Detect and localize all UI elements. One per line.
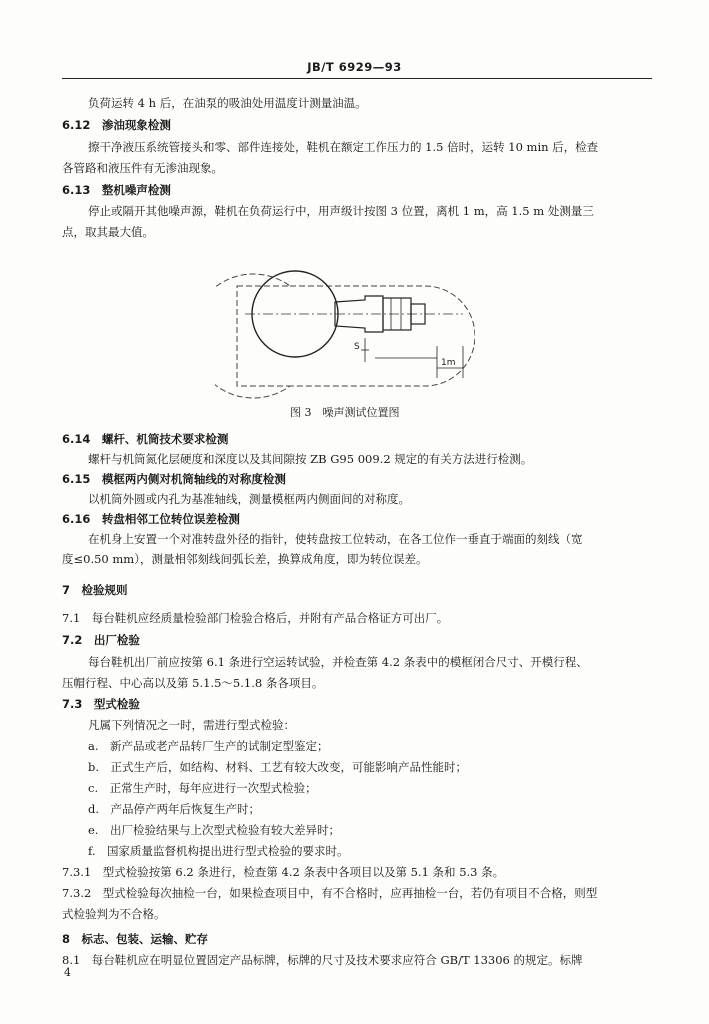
s-label: S [354, 342, 360, 352]
text-line: 凡属下列情况之一时，需进行型式检验： [88, 718, 295, 732]
text-line: 以机筒外圆或内孔为基准轴线，测量模框两内侧面间的对称度。 [88, 492, 410, 506]
text-line: 7.3.1 型式检验按第 6.2 条进行，检查第 4.2 条表中各项目以及第 5.1 条和 5.3 条。 [62, 865, 505, 879]
section-heading-7: 7 检验规则 [62, 583, 128, 597]
text-line: 7.1 每台鞋机应经质量检验部门检验合格后，并附有产品合格证方可出厂。 [62, 611, 449, 625]
text-line: 7.3.2 型式检验每次抽检一台，如果检查项目中，有不合格时，应再抽检一台，若仍有项目不合格，则型 [62, 886, 598, 900]
figure-caption: 图 3 噪声测试位置图 [290, 406, 400, 419]
section-heading-7-3: 7.3 型式检验 [62, 697, 140, 711]
measurement-boundary-outline [215, 274, 290, 398]
section-heading-6-16: 6.16 转盘相邻工位转位误差检测 [62, 512, 240, 526]
text-line: 停止或隔开其他噪声源，鞋机在负荷运行中，用声级计按图 3 位置，离机 1 m，高 1.5 m 处测量三 [88, 204, 594, 218]
text-line: 度≤0.50 mm），测量相邻刻线间弧长差，换算成角度，即为转位误差。 [62, 552, 428, 566]
list-item: a. 新产品或老产品转厂生产的试制定型鉴定； [88, 739, 329, 753]
header-rule [62, 78, 652, 79]
section-heading-6-14: 6.14 螺杆、机筒技术要求检测 [62, 432, 229, 446]
text-line: 点，取其最大值。 [62, 225, 154, 239]
text-line: 负荷运转 4 h 后，在油泵的吸油处用温度计测量油温。 [88, 96, 367, 110]
page-number: 4 [64, 966, 71, 979]
section-heading-8: 8 标志、包装、运输、贮存 [62, 932, 209, 946]
distance-label: 1m [441, 358, 456, 368]
list-item: b. 正式生产后，如结构、材料、工艺有较大改变，可能影响产品性能时； [88, 760, 468, 774]
section-heading-6-12: 6.12 渗油现象检测 [62, 118, 171, 132]
text-line: 式检验判为不合格。 [62, 907, 166, 921]
text-line: 压帽行程、中心高以及第 5.1.5～5.1.8 条各项目。 [62, 676, 324, 690]
section-heading-6-15: 6.15 模框两内侧对机筒轴线的对称度检测 [62, 472, 286, 486]
list-item: c. 正常生产时，每年应进行一次型式检验； [88, 781, 317, 795]
noise-test-position-figure [215, 250, 475, 400]
text-line: 在机身上安置一个对准转盘外径的指针，使转盘按工位转动，在各工位作一垂直于端面的刻线（宽 [88, 532, 583, 546]
text-line: 擦干净液压系统管接头和零、部件连接处，鞋机在额定工作压力的 1.5 倍时，运转 10 min 后，检查 [88, 140, 599, 154]
text-line: 8.1 每台鞋机应在明显位置固定产品标牌，标牌的尺寸及技术要求应符合 GB/T 13306 的规定。标牌 [62, 953, 583, 967]
section-heading-6-13: 6.13 整机噪声检测 [62, 183, 171, 197]
list-item: d. 产品停产两年后恢复生产时； [88, 802, 261, 816]
section-heading-7-2: 7.2 出厂检验 [62, 633, 140, 647]
text-line: 每台鞋机出厂前应按第 6.1 条进行空运转试验，并检查第 4.2 条表中的模框闭合尺寸、开模行程、 [88, 655, 588, 669]
standard-number-header: JB/T 6929—93 [307, 60, 402, 74]
list-item: e. 出厂检验结果与上次型式检验有较大差异时； [88, 823, 340, 837]
list-item: f. 国家质量监督机构提出进行型式检验的要求时。 [88, 844, 349, 858]
text-line: 螺杆与机筒氮化层硬度和深度以及其间隙按 ZB G95 009.2 规定的有关方法进行检测。 [88, 452, 533, 466]
text-line: 各管路和液压件有无渗油现象。 [62, 161, 223, 175]
